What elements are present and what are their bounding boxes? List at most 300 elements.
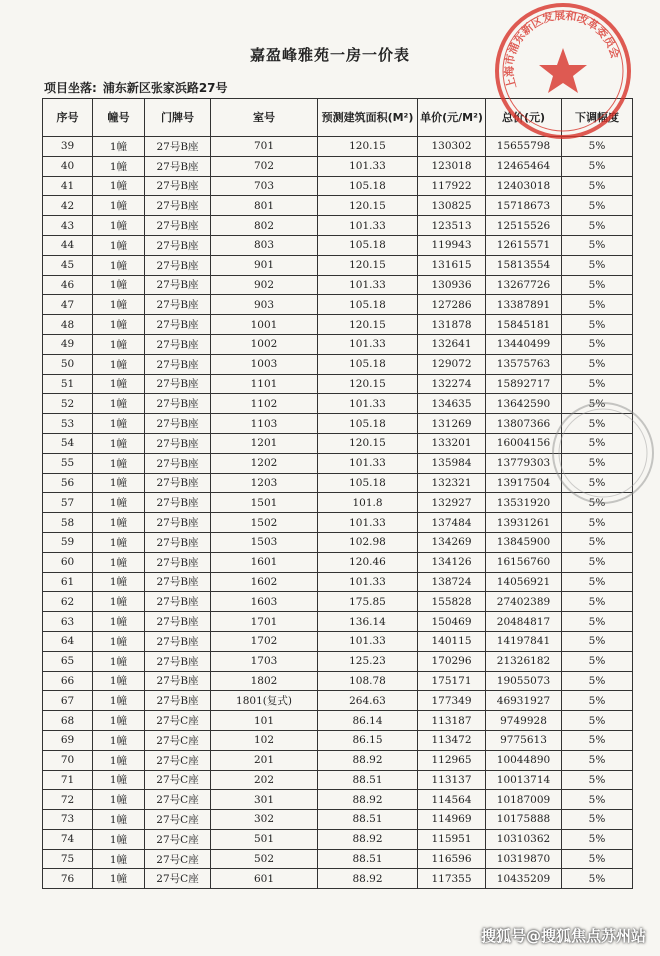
cell-unit-price: 137484 bbox=[418, 513, 486, 533]
cell-area: 120.46 bbox=[318, 552, 418, 572]
cell-area: 105.18 bbox=[318, 354, 418, 374]
cell-seq: 48 bbox=[43, 315, 93, 335]
cell-reduction: 5% bbox=[562, 315, 633, 335]
cell-total-price: 12465464 bbox=[486, 156, 562, 176]
cell-unit-price: 114564 bbox=[418, 790, 486, 810]
cell-building: 1幢 bbox=[93, 295, 145, 315]
cell-building: 1幢 bbox=[93, 255, 145, 275]
cell-building: 1幢 bbox=[93, 711, 145, 731]
cell-seq: 39 bbox=[43, 137, 93, 157]
cell-unit-price: 130825 bbox=[418, 196, 486, 216]
cell-building: 1幢 bbox=[93, 849, 145, 869]
cell-total-price: 10175888 bbox=[486, 810, 562, 830]
cell-room: 801 bbox=[211, 196, 318, 216]
cell-room: 101 bbox=[211, 711, 318, 731]
cell-door: 27号B座 bbox=[145, 414, 211, 434]
cell-seq: 69 bbox=[43, 730, 93, 750]
cell-building: 1幢 bbox=[93, 275, 145, 295]
cell-area: 88.92 bbox=[318, 790, 418, 810]
cell-door: 27号B座 bbox=[145, 552, 211, 572]
cell-room: 1103 bbox=[211, 414, 318, 434]
table-row bbox=[43, 374, 633, 394]
cell-building: 1幢 bbox=[93, 671, 145, 691]
table-row bbox=[43, 255, 633, 275]
cell-unit-price: 117922 bbox=[418, 176, 486, 196]
cell-area: 88.51 bbox=[318, 770, 418, 790]
cell-room: 1602 bbox=[211, 572, 318, 592]
table-row bbox=[43, 295, 633, 315]
cell-total-price: 12615571 bbox=[486, 235, 562, 255]
cell-room: 1603 bbox=[211, 592, 318, 612]
cell-area: 101.33 bbox=[318, 513, 418, 533]
cell-room: 502 bbox=[211, 849, 318, 869]
cell-area: 175.85 bbox=[318, 592, 418, 612]
cell-seq: 53 bbox=[43, 414, 93, 434]
cell-unit-price: 134126 bbox=[418, 552, 486, 572]
cell-building: 1幢 bbox=[93, 631, 145, 651]
cell-seq: 67 bbox=[43, 691, 93, 711]
cell-seq: 66 bbox=[43, 671, 93, 691]
cell-door: 27号C座 bbox=[145, 770, 211, 790]
cell-area: 86.14 bbox=[318, 711, 418, 731]
cell-door: 27号B座 bbox=[145, 137, 211, 157]
cell-total-price: 12515526 bbox=[486, 216, 562, 236]
cell-unit-price: 133201 bbox=[418, 433, 486, 453]
cell-unit-price: 132641 bbox=[418, 334, 486, 354]
cell-unit-price: 134269 bbox=[418, 532, 486, 552]
cell-unit-price: 114969 bbox=[418, 810, 486, 830]
table-row bbox=[43, 235, 633, 255]
cell-door: 27号B座 bbox=[145, 532, 211, 552]
cell-door: 27号B座 bbox=[145, 295, 211, 315]
cell-total-price: 10435209 bbox=[486, 869, 562, 889]
cell-unit-price: 140115 bbox=[418, 631, 486, 651]
cell-unit-price: 130302 bbox=[418, 137, 486, 157]
cell-reduction: 5% bbox=[562, 394, 633, 414]
cell-door: 27号B座 bbox=[145, 374, 211, 394]
cell-reduction: 5% bbox=[562, 235, 633, 255]
cell-room: 1202 bbox=[211, 453, 318, 473]
cell-unit-price: 132274 bbox=[418, 374, 486, 394]
cell-area: 101.33 bbox=[318, 572, 418, 592]
cell-reduction: 5% bbox=[562, 651, 633, 671]
table-row bbox=[43, 414, 633, 434]
cell-seq: 42 bbox=[43, 196, 93, 216]
cell-room: 701 bbox=[211, 137, 318, 157]
table-row bbox=[43, 453, 633, 473]
cell-seq: 40 bbox=[43, 156, 93, 176]
cell-building: 1幢 bbox=[93, 156, 145, 176]
cell-building: 1幢 bbox=[93, 334, 145, 354]
cell-room: 202 bbox=[211, 770, 318, 790]
cell-building: 1幢 bbox=[93, 869, 145, 889]
cell-reduction: 5% bbox=[562, 255, 633, 275]
cell-room: 601 bbox=[211, 869, 318, 889]
table-row bbox=[43, 829, 633, 849]
cell-seq: 61 bbox=[43, 572, 93, 592]
cell-building: 1幢 bbox=[93, 493, 145, 513]
cell-area: 88.92 bbox=[318, 829, 418, 849]
cell-area: 101.33 bbox=[318, 631, 418, 651]
location-value: 浦东新区张家浜路27号 bbox=[102, 81, 228, 95]
cell-reduction: 5% bbox=[562, 671, 633, 691]
cell-reduction: 5% bbox=[562, 552, 633, 572]
table-row bbox=[43, 770, 633, 790]
cell-total-price: 13387891 bbox=[486, 295, 562, 315]
cell-unit-price: 115951 bbox=[418, 829, 486, 849]
cell-total-price: 9749928 bbox=[486, 711, 562, 731]
cell-reduction: 5% bbox=[562, 810, 633, 830]
cell-room: 501 bbox=[211, 829, 318, 849]
cell-unit-price: 150469 bbox=[418, 612, 486, 632]
cell-total-price: 10044890 bbox=[486, 750, 562, 770]
cell-total-price: 15813554 bbox=[486, 255, 562, 275]
cell-unit-price: 177349 bbox=[418, 691, 486, 711]
cell-room: 301 bbox=[211, 790, 318, 810]
cell-total-price: 13807366 bbox=[486, 414, 562, 434]
cell-area: 101.33 bbox=[318, 275, 418, 295]
cell-building: 1幢 bbox=[93, 810, 145, 830]
cell-area: 120.15 bbox=[318, 374, 418, 394]
watermark: 搜狐号@搜狐焦点苏州站 bbox=[480, 927, 646, 945]
cell-area: 88.92 bbox=[318, 750, 418, 770]
table-row bbox=[43, 354, 633, 374]
cell-reduction: 5% bbox=[562, 849, 633, 869]
page-title: 嘉盈峰雅苑一房一价表 bbox=[249, 46, 410, 64]
table-row bbox=[43, 315, 633, 335]
cell-building: 1幢 bbox=[93, 354, 145, 374]
cell-reduction: 5% bbox=[562, 453, 633, 473]
cell-room: 903 bbox=[211, 295, 318, 315]
cell-unit-price: 116596 bbox=[418, 849, 486, 869]
cell-total-price: 46931927 bbox=[486, 691, 562, 711]
table-row bbox=[43, 275, 633, 295]
cell-total-price: 13531920 bbox=[486, 493, 562, 513]
cell-room: 702 bbox=[211, 156, 318, 176]
header-reduction: 下调幅度 bbox=[562, 99, 633, 137]
cell-reduction: 5% bbox=[562, 572, 633, 592]
cell-room: 703 bbox=[211, 176, 318, 196]
cell-seq: 46 bbox=[43, 275, 93, 295]
cell-seq: 56 bbox=[43, 473, 93, 493]
cell-unit-price: 138724 bbox=[418, 572, 486, 592]
cell-door: 27号B座 bbox=[145, 612, 211, 632]
table-row bbox=[43, 651, 633, 671]
cell-door: 27号B座 bbox=[145, 394, 211, 414]
cell-seq: 73 bbox=[43, 810, 93, 830]
table-row bbox=[43, 691, 633, 711]
table-row bbox=[43, 473, 633, 493]
cell-building: 1幢 bbox=[93, 374, 145, 394]
cell-seq: 68 bbox=[43, 711, 93, 731]
cell-reduction: 5% bbox=[562, 137, 633, 157]
cell-reduction: 5% bbox=[562, 869, 633, 889]
cell-room: 1203 bbox=[211, 473, 318, 493]
cell-building: 1幢 bbox=[93, 453, 145, 473]
cell-door: 27号B座 bbox=[145, 572, 211, 592]
cell-room: 803 bbox=[211, 235, 318, 255]
cell-room: 1003 bbox=[211, 354, 318, 374]
cell-building: 1幢 bbox=[93, 651, 145, 671]
cell-seq: 65 bbox=[43, 651, 93, 671]
cell-seq: 71 bbox=[43, 770, 93, 790]
cell-unit-price: 130936 bbox=[418, 275, 486, 295]
cell-reduction: 5% bbox=[562, 513, 633, 533]
cell-unit-price: 175171 bbox=[418, 671, 486, 691]
table-row bbox=[43, 849, 633, 869]
cell-reduction: 5% bbox=[562, 790, 633, 810]
cell-unit-price: 112965 bbox=[418, 750, 486, 770]
cell-building: 1幢 bbox=[93, 235, 145, 255]
cell-building: 1幢 bbox=[93, 216, 145, 236]
cell-building: 1幢 bbox=[93, 433, 145, 453]
cell-unit-price: 132927 bbox=[418, 493, 486, 513]
cell-room: 802 bbox=[211, 216, 318, 236]
cell-area: 105.18 bbox=[318, 414, 418, 434]
cell-unit-price: 135984 bbox=[418, 453, 486, 473]
cell-area: 105.18 bbox=[318, 235, 418, 255]
cell-building: 1幢 bbox=[93, 176, 145, 196]
table-row bbox=[43, 216, 633, 236]
cell-door: 27号B座 bbox=[145, 255, 211, 275]
cell-room: 201 bbox=[211, 750, 318, 770]
cell-unit-price: 131878 bbox=[418, 315, 486, 335]
cell-door: 27号B座 bbox=[145, 691, 211, 711]
cell-area: 101.33 bbox=[318, 334, 418, 354]
cell-area: 101.33 bbox=[318, 394, 418, 414]
cell-door: 27号C座 bbox=[145, 750, 211, 770]
cell-total-price: 13917504 bbox=[486, 473, 562, 493]
cell-building: 1幢 bbox=[93, 592, 145, 612]
table-row bbox=[43, 730, 633, 750]
cell-reduction: 5% bbox=[562, 631, 633, 651]
cell-seq: 72 bbox=[43, 790, 93, 810]
cell-reduction: 5% bbox=[562, 473, 633, 493]
cell-reduction: 5% bbox=[562, 433, 633, 453]
table-row bbox=[43, 790, 633, 810]
cell-door: 27号B座 bbox=[145, 156, 211, 176]
cell-building: 1幢 bbox=[93, 552, 145, 572]
table-header-row bbox=[43, 99, 633, 137]
cell-total-price: 19055073 bbox=[486, 671, 562, 691]
cell-total-price: 15892717 bbox=[486, 374, 562, 394]
cell-seq: 64 bbox=[43, 631, 93, 651]
cell-unit-price: 113137 bbox=[418, 770, 486, 790]
cell-door: 27号B座 bbox=[145, 592, 211, 612]
cell-reduction: 5% bbox=[562, 334, 633, 354]
cell-door: 27号C座 bbox=[145, 711, 211, 731]
cell-total-price: 13575763 bbox=[486, 354, 562, 374]
cell-door: 27号B座 bbox=[145, 433, 211, 453]
table-row bbox=[43, 513, 633, 533]
cell-room: 1101 bbox=[211, 374, 318, 394]
cell-seq: 62 bbox=[43, 592, 93, 612]
cell-door: 27号B座 bbox=[145, 354, 211, 374]
cell-reduction: 5% bbox=[562, 592, 633, 612]
table-row bbox=[43, 810, 633, 830]
cell-total-price: 9775613 bbox=[486, 730, 562, 750]
cell-door: 27号B座 bbox=[145, 493, 211, 513]
table-row bbox=[43, 711, 633, 731]
cell-building: 1幢 bbox=[93, 137, 145, 157]
cell-building: 1幢 bbox=[93, 196, 145, 216]
cell-unit-price: 131615 bbox=[418, 255, 486, 275]
cell-building: 1幢 bbox=[93, 750, 145, 770]
header-area: 预测建筑面积(M²) bbox=[318, 99, 418, 137]
table-row bbox=[43, 552, 633, 572]
table-row bbox=[43, 631, 633, 651]
cell-area: 105.18 bbox=[318, 176, 418, 196]
cell-unit-price: 132321 bbox=[418, 473, 486, 493]
cell-area: 101.8 bbox=[318, 493, 418, 513]
cell-total-price: 21326182 bbox=[486, 651, 562, 671]
cell-door: 27号B座 bbox=[145, 473, 211, 493]
cell-room: 102 bbox=[211, 730, 318, 750]
table-row bbox=[43, 394, 633, 414]
cell-room: 1601 bbox=[211, 552, 318, 572]
cell-room: 1701 bbox=[211, 612, 318, 632]
cell-total-price: 10013714 bbox=[486, 770, 562, 790]
cell-unit-price: 119943 bbox=[418, 235, 486, 255]
cell-area: 105.18 bbox=[318, 295, 418, 315]
cell-total-price: 10187009 bbox=[486, 790, 562, 810]
cell-room: 901 bbox=[211, 255, 318, 275]
cell-door: 27号B座 bbox=[145, 235, 211, 255]
cell-room: 302 bbox=[211, 810, 318, 830]
cell-unit-price: 117355 bbox=[418, 869, 486, 889]
cell-door: 27号C座 bbox=[145, 849, 211, 869]
project-location bbox=[44, 79, 234, 96]
cell-seq: 44 bbox=[43, 235, 93, 255]
table-row bbox=[43, 433, 633, 453]
cell-unit-price: 129072 bbox=[418, 354, 486, 374]
cell-door: 27号C座 bbox=[145, 810, 211, 830]
cell-area: 120.15 bbox=[318, 196, 418, 216]
cell-seq: 75 bbox=[43, 849, 93, 869]
cell-room: 1201 bbox=[211, 433, 318, 453]
cell-building: 1幢 bbox=[93, 770, 145, 790]
header-total-price: 总价(元) bbox=[486, 99, 562, 137]
cell-room: 1502 bbox=[211, 513, 318, 533]
cell-unit-price: 123513 bbox=[418, 216, 486, 236]
cell-total-price: 16156760 bbox=[486, 552, 562, 572]
cell-area: 120.15 bbox=[318, 137, 418, 157]
header-room: 室号 bbox=[211, 99, 318, 137]
table-row bbox=[43, 750, 633, 770]
cell-building: 1幢 bbox=[93, 691, 145, 711]
cell-door: 27号B座 bbox=[145, 631, 211, 651]
cell-unit-price: 113187 bbox=[418, 711, 486, 731]
cell-total-price: 13642590 bbox=[486, 394, 562, 414]
cell-area: 101.33 bbox=[318, 216, 418, 236]
header-door: 门牌号 bbox=[145, 99, 211, 137]
cell-area: 101.33 bbox=[318, 156, 418, 176]
cell-total-price: 13845900 bbox=[486, 532, 562, 552]
cell-reduction: 5% bbox=[562, 829, 633, 849]
cell-reduction: 5% bbox=[562, 414, 633, 434]
cell-area: 88.51 bbox=[318, 849, 418, 869]
cell-reduction: 5% bbox=[562, 532, 633, 552]
cell-seq: 63 bbox=[43, 612, 93, 632]
cell-building: 1幢 bbox=[93, 414, 145, 434]
cell-total-price: 16004156 bbox=[486, 433, 562, 453]
cell-room: 1801(复式) bbox=[211, 691, 318, 711]
cell-area: 102.98 bbox=[318, 532, 418, 552]
cell-reduction: 5% bbox=[562, 691, 633, 711]
cell-door: 27号B座 bbox=[145, 315, 211, 335]
cell-room: 902 bbox=[211, 275, 318, 295]
table-row bbox=[43, 334, 633, 354]
cell-total-price: 13931261 bbox=[486, 513, 562, 533]
cell-total-price: 27402389 bbox=[486, 592, 562, 612]
cell-total-price: 10310362 bbox=[486, 829, 562, 849]
cell-seq: 41 bbox=[43, 176, 93, 196]
cell-reduction: 5% bbox=[562, 493, 633, 513]
cell-reduction: 5% bbox=[562, 612, 633, 632]
cell-reduction: 5% bbox=[562, 156, 633, 176]
table-row bbox=[43, 156, 633, 176]
table-row bbox=[43, 592, 633, 612]
cell-reduction: 5% bbox=[562, 216, 633, 236]
cell-area: 105.18 bbox=[318, 473, 418, 493]
cell-seq: 49 bbox=[43, 334, 93, 354]
cell-building: 1幢 bbox=[93, 513, 145, 533]
cell-building: 1幢 bbox=[93, 572, 145, 592]
cell-total-price: 13440499 bbox=[486, 334, 562, 354]
cell-door: 27号B座 bbox=[145, 671, 211, 691]
cell-total-price: 14056921 bbox=[486, 572, 562, 592]
table-row bbox=[43, 532, 633, 552]
cell-door: 27号B座 bbox=[145, 453, 211, 473]
cell-total-price: 10319870 bbox=[486, 849, 562, 869]
cell-door: 27号B座 bbox=[145, 334, 211, 354]
header-unit-price: 单价(元/M²) bbox=[418, 99, 486, 137]
cell-door: 27号C座 bbox=[145, 790, 211, 810]
cell-room: 1703 bbox=[211, 651, 318, 671]
cell-area: 264.63 bbox=[318, 691, 418, 711]
cell-door: 27号C座 bbox=[145, 829, 211, 849]
cell-unit-price: 170296 bbox=[418, 651, 486, 671]
cell-reduction: 5% bbox=[562, 374, 633, 394]
cell-area: 125.23 bbox=[318, 651, 418, 671]
cell-seq: 45 bbox=[43, 255, 93, 275]
cell-building: 1幢 bbox=[93, 394, 145, 414]
cell-seq: 74 bbox=[43, 829, 93, 849]
cell-reduction: 5% bbox=[562, 196, 633, 216]
cell-door: 27号C座 bbox=[145, 730, 211, 750]
cell-area: 120.15 bbox=[318, 433, 418, 453]
cell-room: 1002 bbox=[211, 334, 318, 354]
cell-area: 86.15 bbox=[318, 730, 418, 750]
cell-reduction: 5% bbox=[562, 711, 633, 731]
cell-total-price: 15718673 bbox=[486, 196, 562, 216]
cell-reduction: 5% bbox=[562, 176, 633, 196]
cell-building: 1幢 bbox=[93, 790, 145, 810]
cell-building: 1幢 bbox=[93, 315, 145, 335]
cell-building: 1幢 bbox=[93, 473, 145, 493]
cell-building: 1幢 bbox=[93, 612, 145, 632]
cell-seq: 54 bbox=[43, 433, 93, 453]
cell-total-price: 20484817 bbox=[486, 612, 562, 632]
cell-reduction: 5% bbox=[562, 295, 633, 315]
cell-seq: 58 bbox=[43, 513, 93, 533]
cell-total-price: 13267726 bbox=[486, 275, 562, 295]
cell-reduction: 5% bbox=[562, 275, 633, 295]
cell-room: 1501 bbox=[211, 493, 318, 513]
cell-area: 88.92 bbox=[318, 869, 418, 889]
cell-building: 1幢 bbox=[93, 532, 145, 552]
cell-reduction: 5% bbox=[562, 750, 633, 770]
